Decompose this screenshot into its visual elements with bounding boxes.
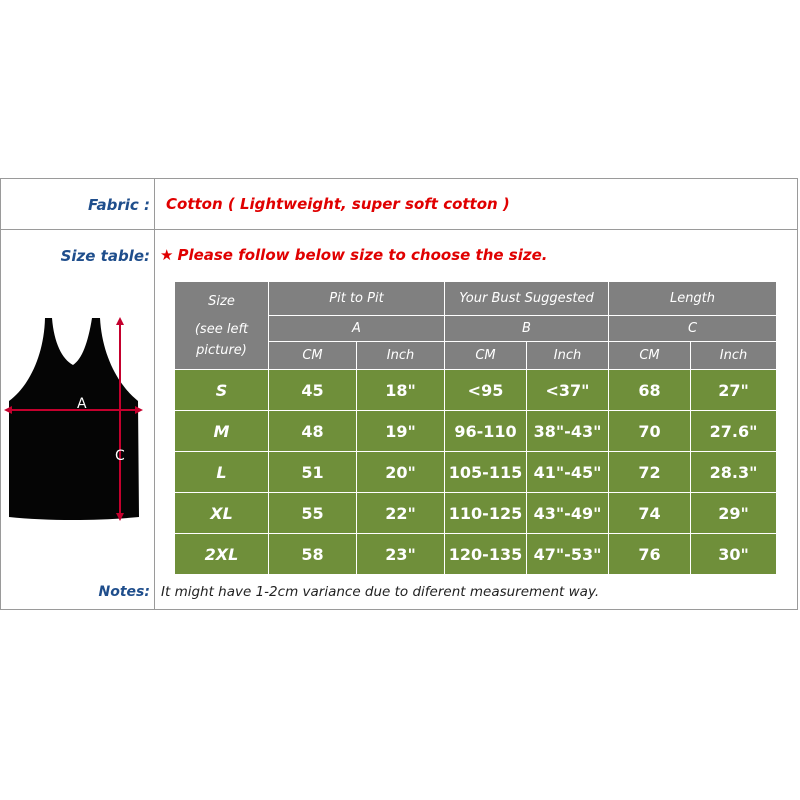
- measurement-cell: 51: [269, 452, 357, 493]
- size-instruction: [160, 246, 547, 264]
- size-header-label: Size: [208, 293, 235, 309]
- notes-text: It might have 1-2cm variance due to diferent measurement way.: [161, 584, 600, 600]
- measurement-cell: 43"-49": [527, 493, 609, 534]
- measurement-cell: 76: [609, 534, 691, 575]
- measurement-cell: 38"-43": [527, 411, 609, 452]
- group-length: Length: [609, 282, 777, 316]
- notes-label: Notes:: [98, 584, 150, 600]
- label-a: A: [77, 396, 87, 412]
- measurement-cell: 28.3": [691, 452, 777, 493]
- measurement-cell: 27": [691, 370, 777, 411]
- measurement-cell: 18": [357, 370, 445, 411]
- size-cell: S: [175, 370, 269, 411]
- measurement-cell: 19": [357, 411, 445, 452]
- size-cell: XL: [175, 493, 269, 534]
- row-divider: [0, 229, 798, 230]
- column-divider: [154, 178, 155, 610]
- table-row: [175, 534, 777, 575]
- letter-a: A: [269, 316, 445, 342]
- size-cell: 2XL: [175, 534, 269, 575]
- measurement-cell: 96-110: [445, 411, 527, 452]
- measurement-cell: 68: [609, 370, 691, 411]
- measurement-cell: 120-135: [445, 534, 527, 575]
- unit-header: CM: [445, 342, 527, 370]
- size-header: [175, 282, 269, 370]
- measurement-cell: 45: [269, 370, 357, 411]
- size-cell: L: [175, 452, 269, 493]
- measurement-cell: 30": [691, 534, 777, 575]
- measurement-cell: 41"-45": [527, 452, 609, 493]
- unit-header: CM: [609, 342, 691, 370]
- table-row: [175, 493, 777, 534]
- row-divider: [0, 609, 798, 610]
- measurement-cell: <37": [527, 370, 609, 411]
- measurement-cell: 74: [609, 493, 691, 534]
- measurement-cell: 70: [609, 411, 691, 452]
- fabric-label: Fabric :: [87, 196, 150, 214]
- star-icon: ★: [160, 246, 174, 264]
- measurement-cell: 48: [269, 411, 357, 452]
- measurement-cell: 27.6": [691, 411, 777, 452]
- group-bust-suggested: Your Bust Suggested: [445, 282, 609, 316]
- size-table-label: Size table:: [60, 247, 150, 265]
- letter-b: B: [445, 316, 609, 342]
- size-table: [174, 281, 777, 575]
- instruction-text: Please follow below size to choose the size.: [177, 246, 548, 264]
- size-cell: M: [175, 411, 269, 452]
- measurement-cell: 20": [357, 452, 445, 493]
- unit-header: Inch: [691, 342, 777, 370]
- measurement-cell: 47"-53": [527, 534, 609, 575]
- measurement-cell: <95: [445, 370, 527, 411]
- measurement-cell: 55: [269, 493, 357, 534]
- table-row: [175, 370, 777, 411]
- measurement-cell: 29": [691, 493, 777, 534]
- group-pit-to-pit: Pit to Pit: [269, 282, 445, 316]
- label-c: C: [115, 448, 125, 464]
- measurement-cell: 72: [609, 452, 691, 493]
- tank-top-diagram: [0, 315, 150, 521]
- unit-header: Inch: [357, 342, 445, 370]
- table-row: [175, 452, 777, 493]
- measurement-cell: 58: [269, 534, 357, 575]
- fabric-value: Cotton ( Lightweight, super soft cotton ): [166, 195, 510, 213]
- unit-header: Inch: [527, 342, 609, 370]
- measurement-cell: 105-115: [445, 452, 527, 493]
- letter-c: C: [609, 316, 777, 342]
- measurement-cell: 23": [357, 534, 445, 575]
- size-header-note: (see left picture): [194, 321, 249, 358]
- table-row: [175, 411, 777, 452]
- measurement-cell: 22": [357, 493, 445, 534]
- unit-header: CM: [269, 342, 357, 370]
- measurement-cell: 110-125: [445, 493, 527, 534]
